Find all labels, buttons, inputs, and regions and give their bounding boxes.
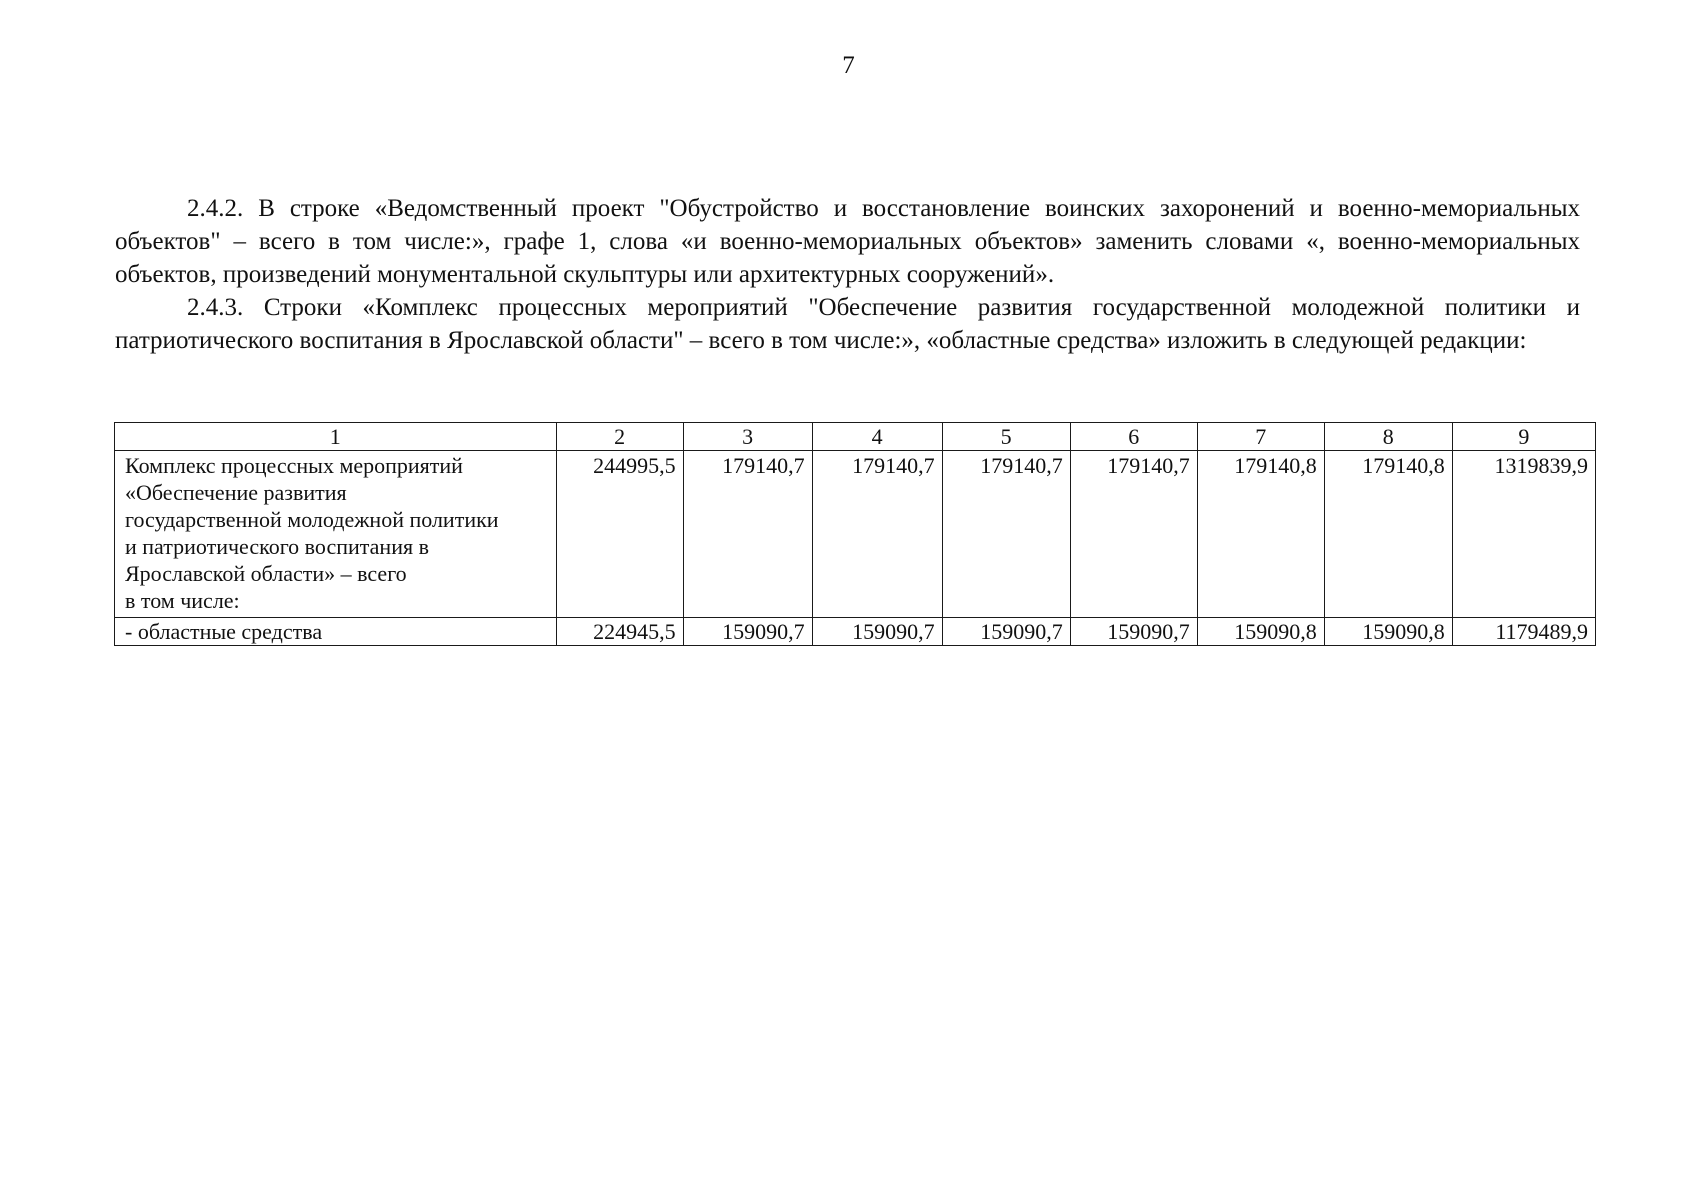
row-label-line: государственной молодежной политики — [125, 507, 499, 532]
table-cell: 159090,8 — [1324, 618, 1452, 646]
table-cell: 159090,7 — [683, 618, 812, 646]
table-cell: 1179489,9 — [1452, 618, 1595, 646]
column-header: 3 — [683, 423, 812, 451]
column-header: 5 — [942, 423, 1070, 451]
column-header: 9 — [1452, 423, 1595, 451]
column-header: 2 — [556, 423, 683, 451]
table-cell: 1319839,9 — [1452, 451, 1595, 618]
row-label-line: в том числе: — [125, 588, 240, 613]
table-cell: 179140,7 — [812, 451, 942, 618]
column-header: 1 — [115, 423, 557, 451]
row-label-line: и патриотического воспитания в — [125, 534, 429, 559]
table-cell: 179140,7 — [1070, 451, 1197, 618]
table-cell: 244995,5 — [556, 451, 683, 618]
column-header: 8 — [1324, 423, 1452, 451]
table-cell: 159090,7 — [812, 618, 942, 646]
paragraph-2-4-3: 2.4.3. Строки «Комплекс процессных мероприятий "Обеспечение развития государственной молодежной политики и патриотического воспитания в Ярославской области" – всего в том числе:», «областные средства» изложить в следующей редакции: — [115, 294, 1580, 354]
table-cell: 179140,7 — [683, 451, 812, 618]
document-body — [115, 192, 1580, 357]
table-cell: 224945,5 — [556, 618, 683, 646]
table-cell: 159090,7 — [942, 618, 1070, 646]
column-header: 4 — [812, 423, 942, 451]
table-cell: 179140,8 — [1197, 451, 1324, 618]
table-row-total — [115, 451, 1596, 618]
row-label-line: «Обеспечение развития — [125, 480, 347, 505]
table-cell: 159090,8 — [1197, 618, 1324, 646]
row-label: - областные средства — [115, 618, 557, 646]
paragraph-2-4-2: 2.4.2. В строке «Ведомственный проект "Обустройство и восстановление воинских захоронений и военно-мемориальных объектов" – всего в том числе:», графе 1, слова «и военно-мемориальных объектов» заменить словами «, военно-мемориальных объектов, произведений монументальной скульптуры или архитектурных сооружений». — [115, 195, 1580, 288]
row-label-line: Комплекс процессных мероприятий — [125, 453, 463, 478]
column-header: 6 — [1070, 423, 1197, 451]
table-cell: 179140,8 — [1324, 451, 1452, 618]
row-label-line: Ярославской области» – всего — [125, 561, 407, 586]
row-label — [115, 451, 557, 618]
page-number: 7 — [842, 52, 855, 79]
table-cell: 159090,7 — [1070, 618, 1197, 646]
column-header: 7 — [1197, 423, 1324, 451]
table-cell: 179140,7 — [942, 451, 1070, 618]
table-row-regional-funds — [115, 618, 1596, 646]
table-header-row — [115, 423, 1596, 451]
budget-table — [114, 422, 1596, 646]
